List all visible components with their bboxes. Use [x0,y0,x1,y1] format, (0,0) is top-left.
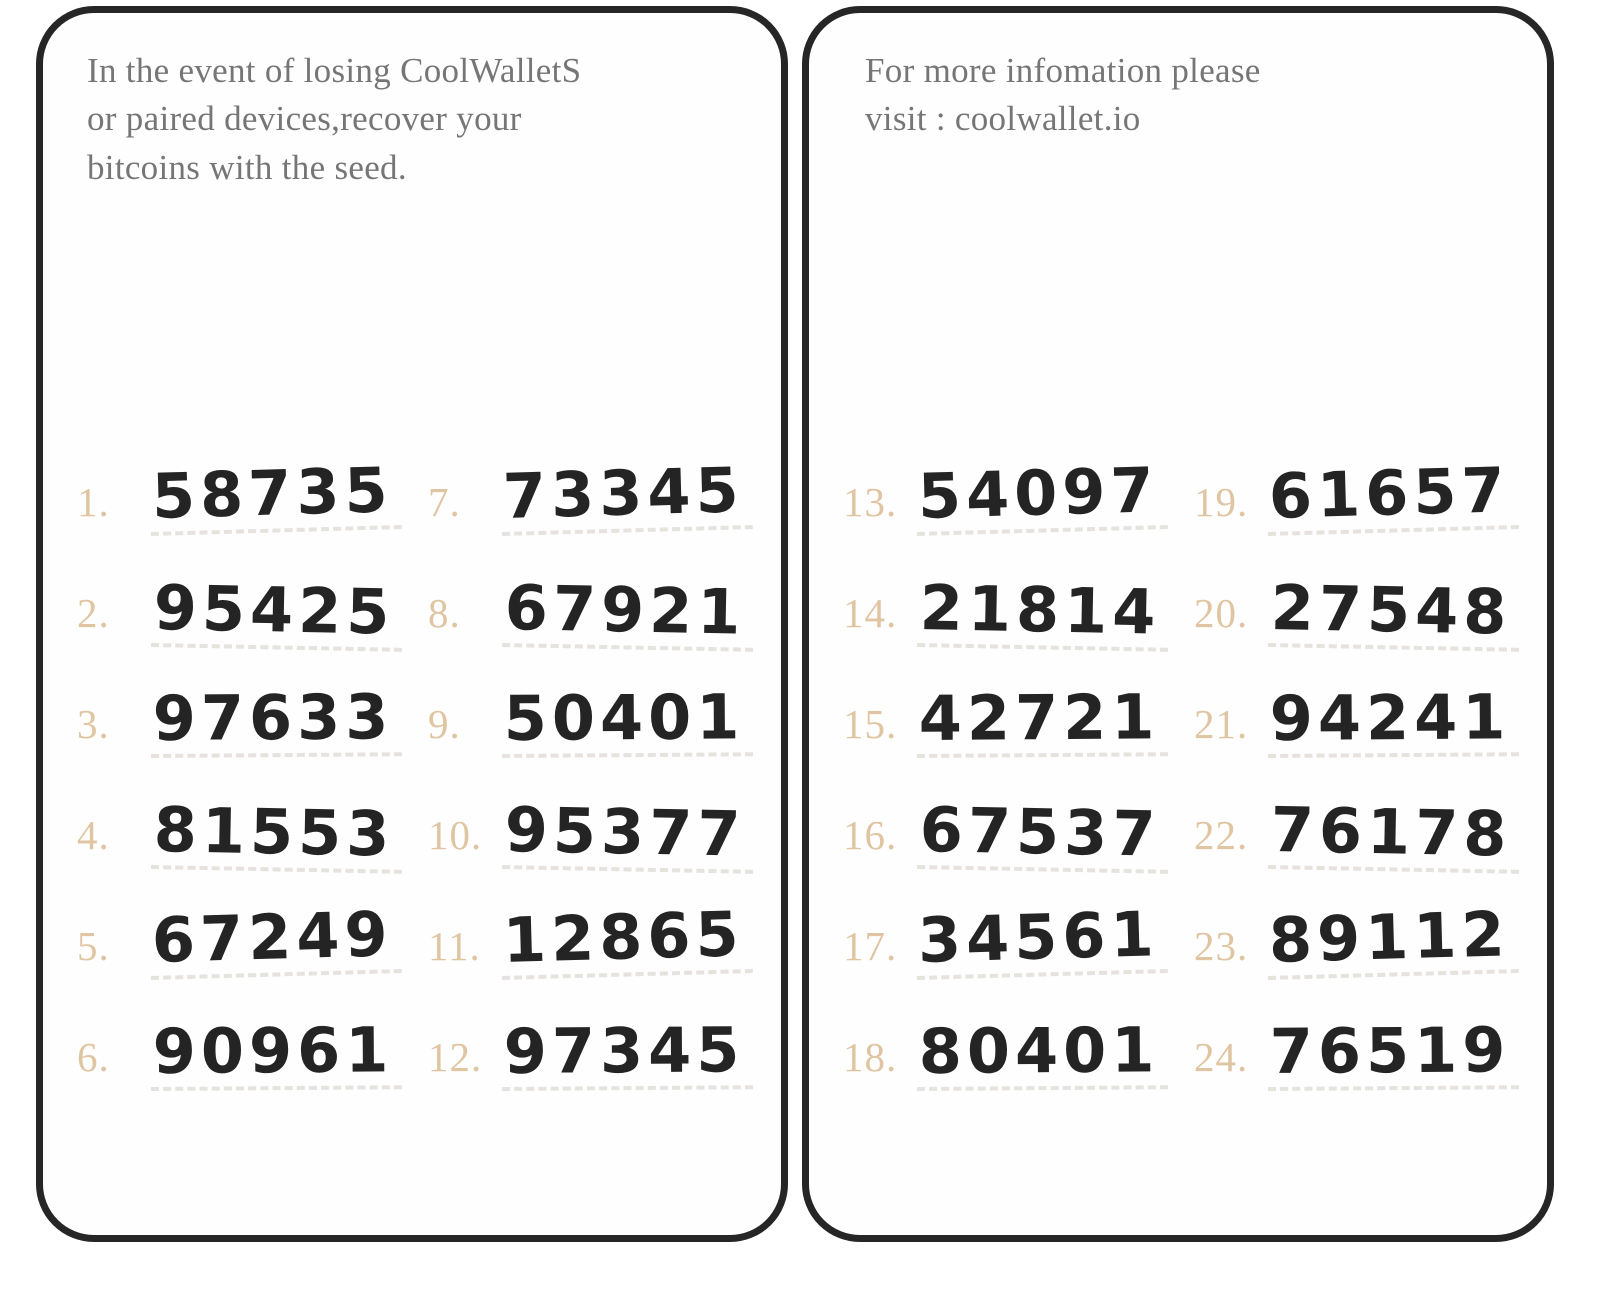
seed-value-handwritten: 12865 [500,903,753,980]
seed-value-handwritten: 95377 [502,799,754,874]
seed-item-20 [1186,536,1537,647]
seed-item-22 [1186,758,1537,869]
seed-value-handwritten: 67921 [502,577,754,652]
seed-value-handwritten: 54097 [915,459,1168,536]
info-line: For more infomation please [865,51,1261,90]
seed-value-handwritten: 58735 [149,459,402,536]
card-instructions-text [87,47,745,192]
info-line: visit : coolwallet.io [865,99,1141,139]
seed-index: 16. [843,812,898,858]
seed-index: 7. [428,479,461,525]
seed-value-handwritten: 50401 [502,686,753,758]
instructions-line: In the event of losing CoolWalletS [87,51,582,90]
seed-value-handwritten: 67537 [917,799,1169,874]
seed-index: 8. [428,590,461,636]
seed-value-handwritten: 76178 [1268,799,1520,874]
seed-index: 19. [1194,479,1249,525]
seed-index: 3. [77,701,110,747]
seed-item-8 [420,536,771,647]
seed-item-5 [69,869,420,980]
seed-value-handwritten: 97345 [502,1019,753,1091]
seed-index: 5. [77,923,110,969]
seed-item-11 [420,869,771,980]
seed-index: 13. [843,479,898,525]
seed-value-handwritten: 73345 [500,459,753,536]
seed-item-23 [1186,869,1537,980]
seed-value-handwritten: 80401 [917,1019,1168,1091]
seed-index: 18. [843,1034,898,1080]
card-info-text [865,47,1511,144]
seed-item-19 [1186,425,1537,536]
seed-value-handwritten: 94241 [1268,686,1519,758]
seed-item-2 [69,536,420,647]
seed-item-21 [1186,647,1537,758]
seed-card-left [36,6,788,1242]
seed-item-16 [835,758,1186,869]
seed-index: 2. [77,590,110,636]
seed-item-1 [69,425,420,536]
seed-item-24 [1186,980,1537,1091]
seed-grid-left [69,425,771,1091]
seed-index: 14. [843,590,898,636]
seed-item-3 [69,647,420,758]
seed-value-handwritten: 97633 [151,686,402,758]
instructions-line: bitcoins with the seed. [87,147,407,187]
seed-index: 20. [1194,590,1249,636]
seed-item-4 [69,758,420,869]
seed-item-13 [835,425,1186,536]
seed-item-10 [420,758,771,869]
seed-value-handwritten: 21814 [917,577,1169,652]
seed-item-12 [420,980,771,1091]
instructions-line: or paired devices,recover your [87,99,522,139]
seed-value-handwritten: 61657 [1266,459,1519,536]
seed-index: 21. [1194,701,1249,747]
seed-item-18 [835,980,1186,1091]
seed-item-14 [835,536,1186,647]
seed-value-handwritten: 27548 [1268,577,1520,652]
seed-card-right [802,6,1554,1242]
seed-item-6 [69,980,420,1091]
seed-value-handwritten: 81553 [151,799,403,874]
seed-index: 11. [428,923,481,969]
seed-item-17 [835,869,1186,980]
seed-index: 12. [428,1034,483,1080]
seed-value-handwritten: 76519 [1268,1019,1519,1091]
seed-item-7 [420,425,771,536]
seed-value-handwritten: 67249 [149,903,402,980]
seed-value-handwritten: 95425 [151,577,403,652]
seed-index: 15. [843,701,898,747]
seed-value-handwritten: 34561 [915,903,1168,980]
seed-value-handwritten: 89112 [1266,903,1519,980]
seed-item-15 [835,647,1186,758]
seed-index: 17. [843,923,898,969]
seed-index: 4. [77,812,110,858]
seed-value-handwritten: 42721 [917,686,1168,758]
seed-value-handwritten: 90961 [151,1019,402,1091]
seed-index: 1. [77,479,110,525]
seed-index: 10. [428,812,483,858]
seed-index: 24. [1194,1034,1249,1080]
seed-grid-right [835,425,1537,1091]
seed-index: 9. [428,701,461,747]
seed-item-9 [420,647,771,758]
seed-index: 6. [77,1034,110,1080]
seed-index: 22. [1194,812,1249,858]
seed-index: 23. [1194,923,1249,969]
